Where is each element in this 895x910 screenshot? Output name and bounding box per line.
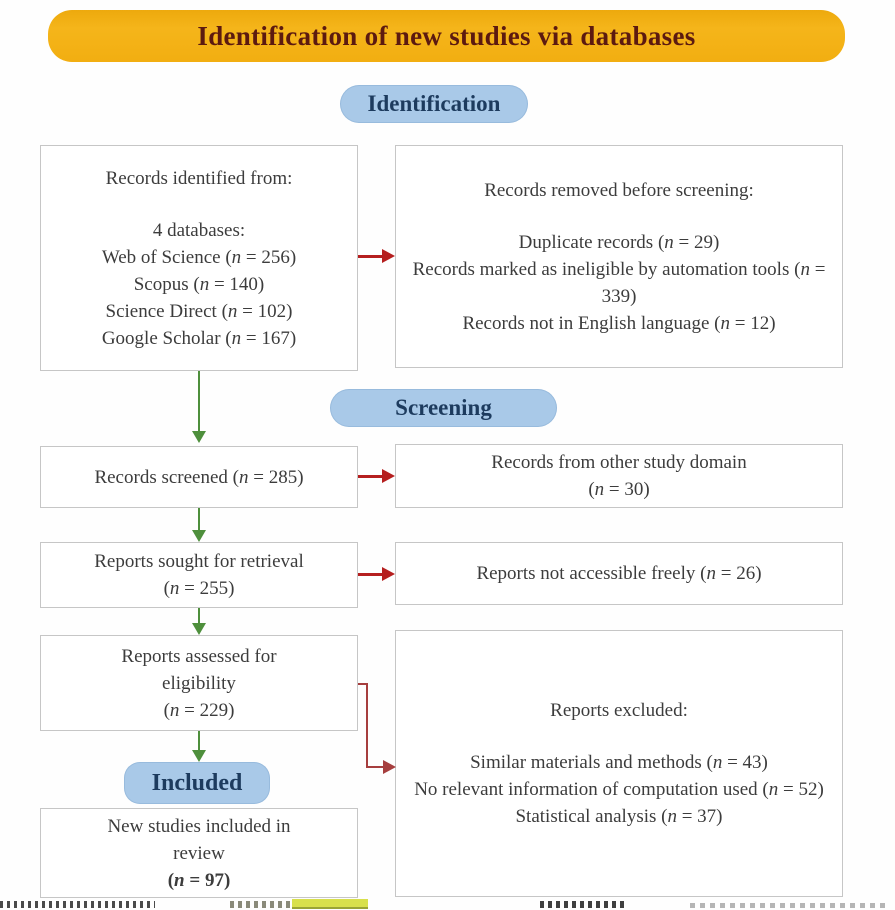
arrow-down-to-screening-head bbox=[192, 431, 206, 443]
box-reports-excluded: Reports excluded: Similar materials and methods (n = 43) No relevant information of computation used (n = 52) Statistical analysis (n = 37) bbox=[395, 630, 843, 897]
box-reports-sought: Reports sought for retrieval (n = 255) bbox=[40, 542, 358, 608]
arrow-right-identification-head bbox=[382, 249, 395, 263]
box-records-screened: Records screened (n = 285) bbox=[40, 446, 358, 508]
arrow-down-to-eligibility bbox=[198, 608, 200, 623]
cropped-caption-highlight bbox=[292, 899, 368, 909]
box-records-removed: Records removed before screening: Duplicate records (n = 29) Records marked as ineligible by automation tools (n = 339) Records not in English language (n = 12) bbox=[395, 145, 843, 368]
arrow-down-to-included-head bbox=[192, 750, 206, 762]
cropped-caption-fragment bbox=[540, 901, 625, 908]
arrow-elbow-excluded-head bbox=[383, 760, 396, 774]
arrow-down-to-retrieval-head bbox=[192, 530, 206, 542]
cropped-caption-fragment bbox=[690, 903, 885, 908]
stage-pill-identification: Identification bbox=[340, 85, 528, 123]
box-reports-not-accessible: Reports not accessible freely (n = 26) bbox=[395, 542, 843, 605]
arrow-right-retrieval-head bbox=[382, 567, 395, 581]
box-reports-assessed: Reports assessed for eligibility (n = 229) bbox=[40, 635, 358, 731]
box-records-identified: Records identified from: 4 databases: Web of Science (n = 256) Scopus (n = 140) Science Direct (n = 102) Google Scholar (n = 167) bbox=[40, 145, 358, 371]
arrow-right-identification bbox=[358, 255, 382, 258]
box-records-other-domain: Records from other study domain (n = 30) bbox=[395, 444, 843, 508]
arrow-down-to-screening bbox=[198, 371, 200, 431]
arrow-right-screened-head bbox=[382, 469, 395, 483]
stage-pill-included: Included bbox=[124, 762, 270, 804]
arrow-down-to-included bbox=[198, 731, 200, 750]
arrow-elbow-excluded-seg2 bbox=[366, 683, 368, 768]
arrow-elbow-excluded-seg3 bbox=[366, 766, 384, 768]
arrow-right-retrieval bbox=[358, 573, 382, 576]
box-new-studies-included: New studies included in review (n = 97) bbox=[40, 808, 358, 898]
cropped-caption-fragment bbox=[0, 901, 155, 908]
arrow-down-to-eligibility-head bbox=[192, 623, 206, 635]
cropped-caption-fragment bbox=[230, 901, 292, 908]
banner-title: Identification of new studies via databases bbox=[48, 10, 845, 62]
arrow-down-to-retrieval bbox=[198, 508, 200, 530]
stage-pill-screening: Screening bbox=[330, 389, 557, 427]
arrow-right-screened bbox=[358, 475, 382, 478]
